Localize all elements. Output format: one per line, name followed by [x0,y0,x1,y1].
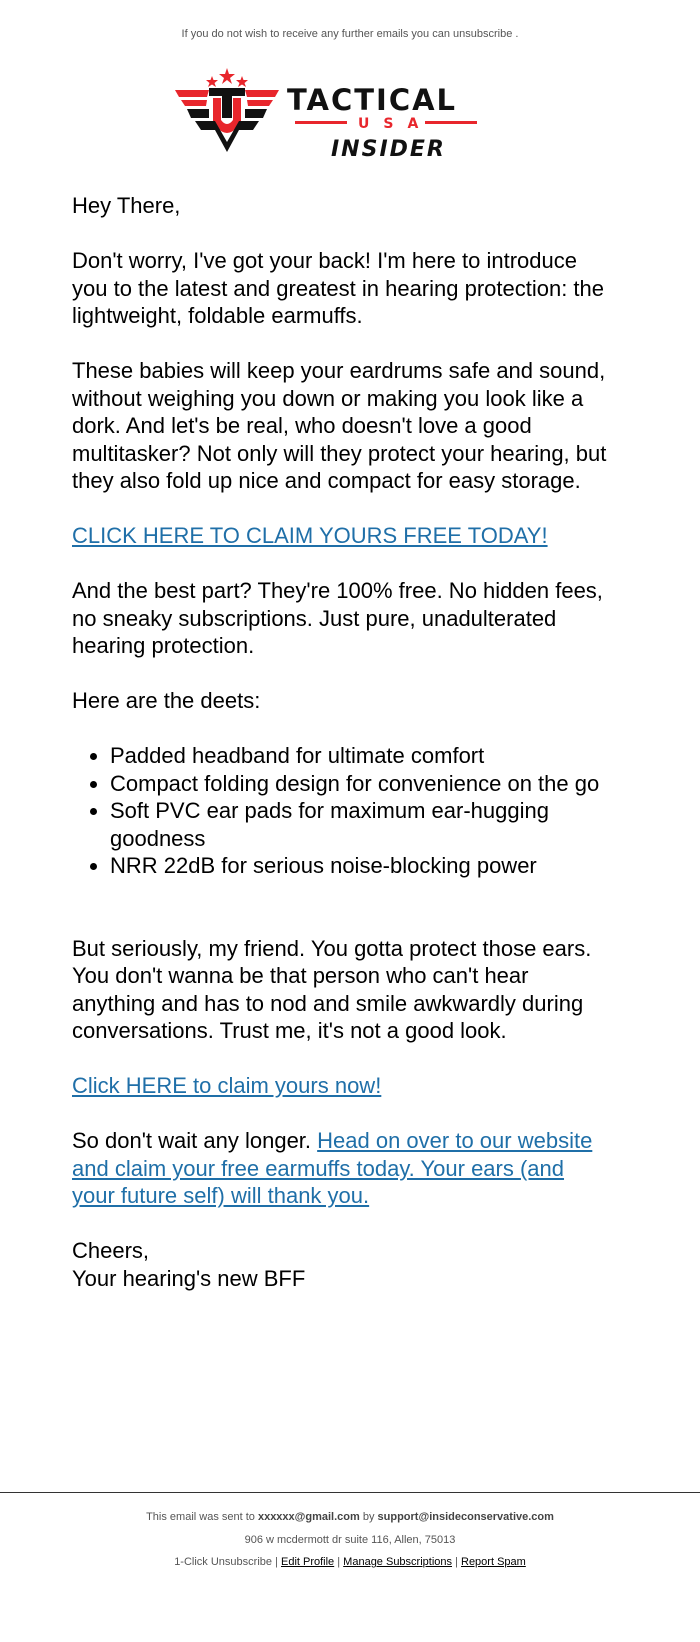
separator: | [272,1556,281,1568]
tactical-usa-insider-logo [175,66,495,162]
signature: Your hearing's new BFF [72,1265,306,1291]
email-body [72,192,612,1292]
intro-paragraph: Don't worry, I've got your back! I'm here to introduce you to the latest and greatest in hearing protection: the lightweight, foldable earmuffs. [72,248,605,328]
list-item: • Soft PVC ear pads for maximum ear-hugging goodness [110,797,612,852]
deets-intro: Here are the deets: [72,688,261,713]
manage-subscriptions-link[interactable]: Manage Subscriptions [343,1556,453,1568]
separator: | [452,1556,461,1568]
list-item: • Compact folding design for convenience on the go [110,770,612,798]
sender-email: support@insideconservative.com [377,1511,554,1523]
free-paragraph: And the best part? They're 100% free. No hidden fees, no sneaky subscriptions. Just pure, unadulterated hearing protection. [72,578,603,658]
svg-text:USA: USA [358,116,433,132]
svg-text:TACTICAL: TACTICAL [287,83,458,117]
one-click-unsubscribe[interactable]: 1-Click Unsubscribe [174,1556,272,1568]
by-text: by [359,1511,378,1523]
list-item: • NRR 22dB for serious noise-blocking power [110,852,612,880]
benefits-paragraph: These babies will keep your eardrums safe and sound, without weighing you down or making you look like a dork. And let's be real, who doesn't love a good multitasker? Not only will they protect your hearing, but they also fold up nice and compact for easy storage. [72,358,607,493]
sent-to-line [0,1511,700,1523]
list-item: • Padded headband for ultimate comfort [110,742,612,770]
protect-ears-paragraph: But seriously, my friend. You gotta protect those ears. You don't wanna be that person who can't hear anything and has to nod and smile awkwardly during conversations. Trust me, it's not a good look. [72,935,592,1043]
sent-prefix: This email was sent to [146,1511,258,1523]
closing-text: So don't wait any longer. [72,1128,318,1153]
greeting: Hey There, [72,193,181,218]
logo-emblem-icon [175,66,495,162]
signoff: Cheers, [72,1238,150,1263]
separator: | [334,1556,344,1568]
recipient-email: xxxxxx@gmail.com [257,1511,360,1523]
report-spam-link[interactable]: Report Spam [461,1556,526,1568]
edit-profile-link[interactable]: Edit Profile [280,1556,335,1568]
claim-free-link[interactable]: CLICK HERE TO CLAIM YOURS FREE TODAY! [72,523,548,548]
closing-paragraph [72,1127,612,1210]
unsubscribe-notice: If you do not wish to receive any further emails you can unsubscribe . [181,28,519,40]
mailing-address: 906 w mcdermott dr suite 116, Allen, 75013 [244,1534,456,1546]
claim-now-link[interactable]: Click HERE to claim yours now! [72,1073,382,1098]
website-link[interactable]: Head on over to our website and claim your free earmuffs today. Your ears (and your future self) will thank you. [72,1128,593,1208]
svg-text:INSIDER: INSIDER [331,137,446,162]
footer-divider [0,1492,700,1493]
feature-list [72,742,612,880]
footer-links [0,1556,700,1568]
